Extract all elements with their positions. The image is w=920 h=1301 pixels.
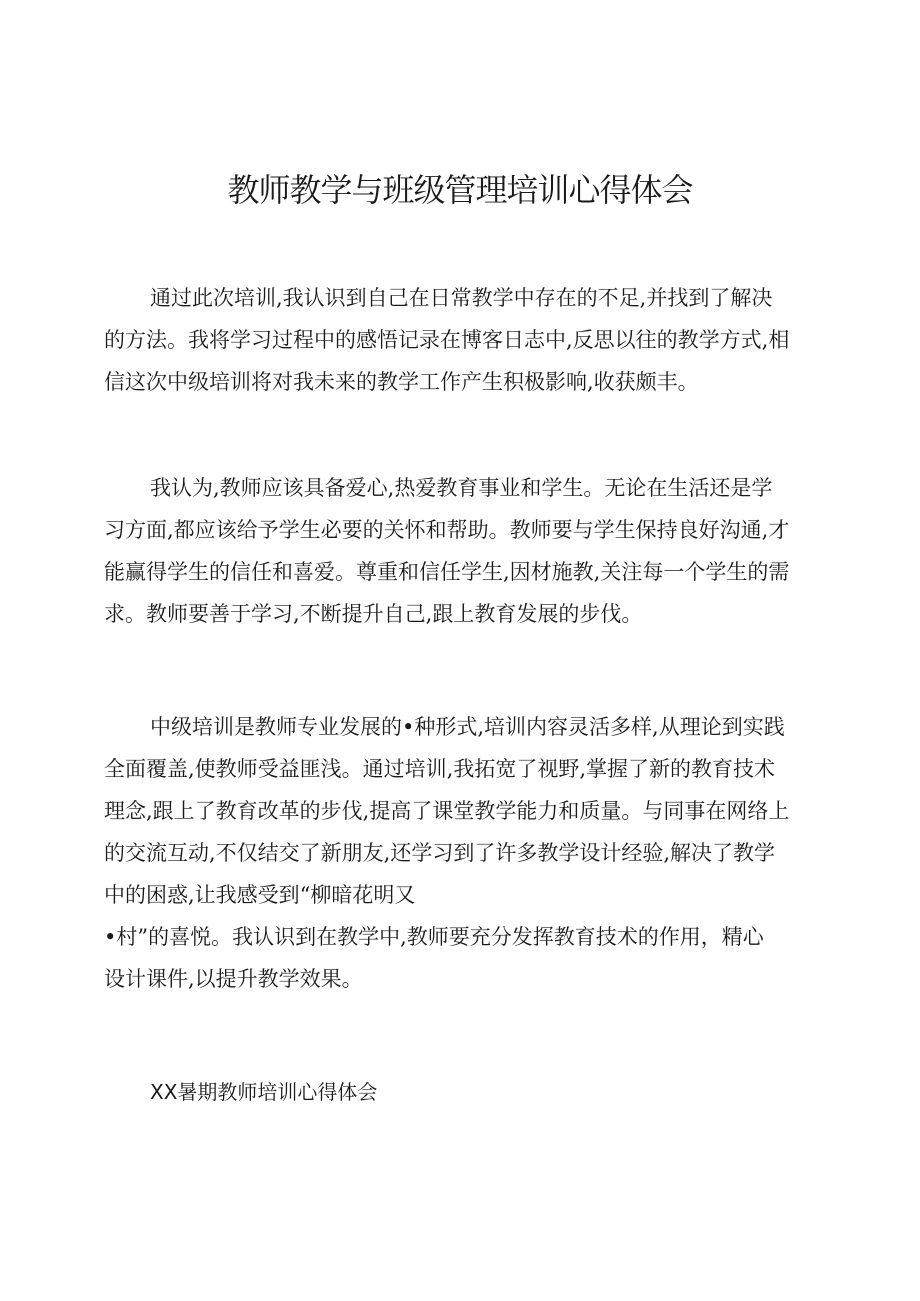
paragraph-line: 能赢得学生的信任和喜爱。尊重和信任学生,因材施教,关注每一个学生的需 xyxy=(104,560,790,584)
paragraph-2 xyxy=(104,467,820,635)
paragraph-line: 我认为,教师应该具备爱心,热爱教育事业和学生。无论在生活还是学 xyxy=(150,476,773,500)
section-subheading: XX暑期教师培训心得体会 xyxy=(150,1080,378,1104)
paragraph-line: 设计课件,以提升教学效果。 xyxy=(104,967,363,991)
paragraph-line: 理念,跟上了教育改革的步伐,提高了课堂教学能力和质量。与同事在网络上 xyxy=(104,799,790,823)
paragraph-line: 全面覆盖,使教师受益匪浅。通过培训,我拓宽了视野,掌握了新的教育技术 xyxy=(104,757,776,781)
paragraph-line: 通过此次培训,我认识到自己在日常教学中存在的不足,并找到了解决 xyxy=(150,286,773,310)
paragraph-line: •村”的喜悦。我认识到在教学中,教师要充分发挥教育技术的作用，精心 xyxy=(104,925,764,949)
paragraph-3 xyxy=(104,706,820,1000)
paragraph-line: 求。教师要善于学习,不断提升自己,跟上教育发展的步伐。 xyxy=(104,602,643,626)
paragraph-line: 信这次中级培训将对我未来的教学工作产生积极影响,收获颇丰。 xyxy=(104,370,699,394)
paragraph-line: 中级培训是教师专业发展的•种形式,培训内容灵活多样,从理论到实践 xyxy=(150,715,785,739)
paragraph-line: 习方面,都应该给予学生必要的关怀和帮助。教师要与学生保持良好沟通,才 xyxy=(104,518,790,542)
paragraph-line: 的交流互动,不仅结交了新朋友,还学习到了许多教学设计经验,解决了教学 xyxy=(104,841,776,865)
paragraph-line: 中的困惑,让我感受到“柳暗花明又 xyxy=(104,883,416,907)
paragraph-line: 的方法。我将学习过程中的感悟记录在博客日志中,反思以往的教学方式,相 xyxy=(104,328,790,352)
paragraph-1 xyxy=(104,277,820,403)
document-title: 教师教学与班级管理培训心得体会 xyxy=(227,171,693,209)
